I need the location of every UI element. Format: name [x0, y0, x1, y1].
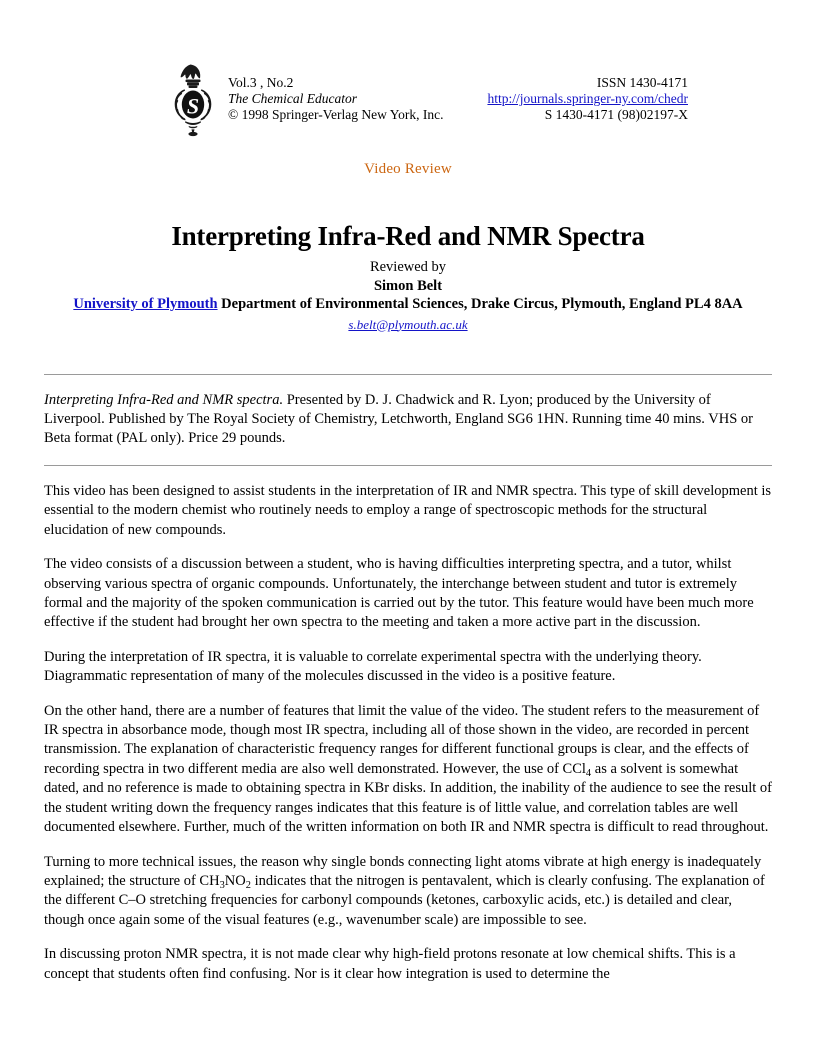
page-title: Interpreting Infra-Red and NMR Spectra: [171, 221, 645, 252]
divider-below-citation: [44, 465, 772, 466]
paragraph-6: In discussing proton NMR spectra, it is not made clear why high-field protons resonate at low chemical shifts. This is a concept that students often find confusing. Nor is it clear how integration is used to determine the: [44, 946, 736, 982]
paragraph-2: The video consists of a discussion between a student, who is having difficulties interpreting spectra, and a tutor, whilst observing various spectra of organic compounds. Unfortunately, the interchange between student and tutor is extremely formal and the majority of the spoken communication is carried out by the tutor. This feature would have been much more effective if the student had brought her own spectra to the meeting and taken a more active part in the discussion.: [44, 556, 754, 631]
byline-block: [44, 258, 772, 334]
cited-work-details: Presented by D. J. Chadwick and R. Lyon; produced by the University of Liverpool. Published by The Royal Society of Chemistry, Letchworth, England SG6 1HN. Running time 40 mins. VHS or Beta format (PAL only). Price 29 pounds.: [44, 392, 753, 446]
document-code: S 1430-4171 (98)02197-X: [544, 107, 688, 122]
divider-above-citation: [44, 374, 772, 375]
masthead-text: [228, 62, 688, 123]
masthead: [168, 62, 688, 140]
formula-subscript-ch3: 3: [219, 879, 225, 891]
affiliation-line: [44, 295, 772, 314]
formula-subscript-no2: 2: [245, 879, 251, 891]
paragraph-4-part-b: as a solvent is somewhat dated, and no reference is made to obtaining spectra in KBr disks. In addition, the inability of the audience to see the result of the student writing down the frequency ranges indicates that this feature is of little value, and correlation tables are well documented elsewhere. Further, much of the written information on both IR and NMR spectra is difficult to read throughout.: [44, 760, 773, 836]
university-link[interactable]: University of Plymouth: [73, 296, 218, 312]
review-body: [44, 482, 772, 984]
copyright-notice: © 1998 Springer-Verlag New York, Inc.: [228, 107, 444, 122]
author-name: Simon Belt: [373, 277, 443, 294]
section-kicker: Video Review: [364, 161, 452, 177]
paragraph-3: During the interpretation of IR spectra, it is valuable to correlate experimental spectra with the underlying theory. Diagrammatic representation of many of the molecules discussed in the video is a positive feature.: [44, 648, 702, 685]
masthead-row-copyright: [228, 107, 688, 123]
masthead-row-journal: [228, 91, 688, 107]
reviewed-by-label: Reviewed by: [369, 259, 447, 275]
affiliation-text: Department of Environmental Sciences, Drake Circus, Plymouth, England PL4 8AA: [217, 296, 743, 312]
cited-work-title: Interpreting Infra-Red and NMR spectra.: [44, 392, 284, 408]
masthead-row-volume: [228, 75, 688, 91]
issn: ISSN 1430-4171: [596, 75, 688, 90]
paragraph-4-part-a: On the other hand, there are a number of features that limit the value of the video. The student refers to the measurement of IR spectra in absorbance mode, though most IR spectra, including all of those shown in the video, are recorded in percent transmission. The explanation of characteristic frequency ranges for different functional groups is clear, and the effects of recording spectra in two different media are also well demonstrated. However, the use of CCl: [44, 702, 760, 777]
journal-url-link[interactable]: http://journals.springer-ny.com/chedr: [487, 91, 688, 106]
paragraph-5-part-a: Turning to more technical issues, the reason why single bonds connecting light atoms vibrate at high energy is inadequately explained; the structure of CH: [44, 853, 762, 889]
journal-name: The Chemical Educator: [228, 91, 357, 106]
citation-block: [44, 391, 770, 448]
springer-knight-seal-logo-icon: [168, 62, 218, 140]
paragraph-1: This video has been designed to assist students in the interpretation of IR and NMR spectra. This type of skill development is essential to the modern chemist who routinely needs to employ a range of spectroscopic methods for the structural elucidation of new compounds.: [44, 483, 772, 538]
formula-subscript-ccl4: 4: [585, 767, 592, 779]
author-email-link[interactable]: s.belt@plymouth.ac.uk: [348, 316, 468, 332]
paragraph-4: [44, 702, 772, 838]
paragraph-5-part-b: NO: [224, 872, 246, 889]
paragraph-5-part-c: indicates that the nitrogen is pentavalent, which is clearly confusing. The explanation of the different C–O stretching frequencies for carbonyl compounds (ketones, carboxylic acids, etc.) is detailed and clear, though once again some of the visual features (e.g., wavenumber scale) are impossible to see.: [44, 872, 765, 928]
volume-issue: Vol.3 , No.2: [228, 75, 294, 90]
svg-text:S: S: [186, 93, 200, 119]
paragraph-5: [44, 853, 772, 931]
